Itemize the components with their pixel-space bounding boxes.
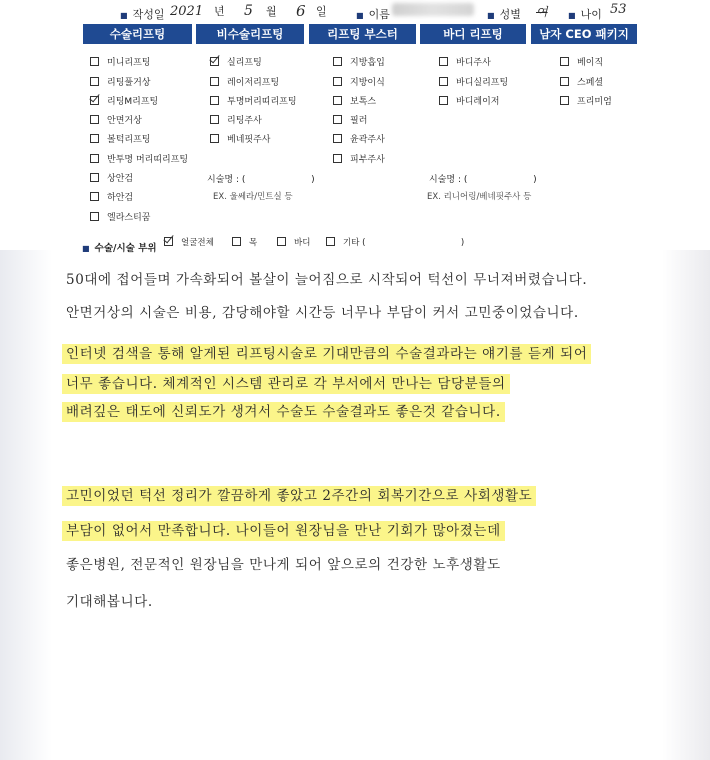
checkbox[interactable] (560, 96, 569, 105)
review-line: 50대에 접어들며 가속화되어 볼살이 늘어짐으로 시작되어 턱선이 무너져버렸습니다. (66, 272, 588, 288)
option-botox[interactable]: 보톡스 (333, 94, 376, 107)
name-label: 이름 (368, 8, 390, 21)
review-line-partial-highlight: 부담이 없어서 만족합니다. 나이들어 원장님을 만난 기회가 많아졌는데 (62, 519, 505, 539)
part-body[interactable]: 바디 (277, 236, 310, 248)
date-row (120, 3, 165, 22)
category-header-nonsurgical: 비수술리프팅 (196, 24, 304, 44)
option-basic[interactable]: 베이직 (560, 55, 603, 68)
checkbox[interactable] (232, 237, 241, 246)
review-line-highlighted: 배려깊은 태도에 신뢰도가 생겨서 수술도 수술결과도 좋은것 같습니다. (62, 400, 505, 420)
review-line: 좋은병원, 전문적인 원장님을 만나게 되어 앞으로의 건강한 노후생활도 (66, 557, 501, 573)
category-header-body: 바디 리프팅 (420, 24, 526, 44)
gender-value: 여 (536, 5, 548, 19)
option-body-injection[interactable]: 바디주사 (439, 55, 491, 68)
bullet-icon: ■ (82, 244, 90, 253)
year-label: 년 (214, 5, 225, 18)
option-mini-lifting[interactable]: 미니리프팅 (90, 55, 150, 68)
option-liposuction[interactable]: 지방흡입 (333, 55, 385, 68)
category-header-ceo: 남자 CEO 패키지 (531, 24, 637, 44)
checkbox[interactable] (210, 134, 219, 143)
checkbox[interactable] (210, 77, 219, 86)
option-full-lift[interactable]: 리팅풀거상 (90, 75, 150, 88)
date-label: 작성일 (132, 8, 165, 21)
checkbox[interactable] (333, 134, 342, 143)
review-line: 안면거상의 시술은 비용, 감당해야할 시간등 너무나 부담이 커서 고민중이었습니다. (66, 305, 579, 321)
part-neck[interactable]: 목 (232, 236, 257, 248)
age-label: 나이 (580, 8, 602, 21)
bullet-icon: ■ (568, 11, 576, 20)
checkbox[interactable] (333, 115, 342, 124)
checkbox[interactable] (560, 77, 569, 86)
review-line-highlighted: 너무 좋습니다. 체계적인 시스템 관리로 각 부서에서 만나는 담당분들의 (62, 372, 510, 392)
option-filler[interactable]: 필러 (333, 113, 367, 126)
checkbox[interactable] (333, 77, 342, 86)
checkbox[interactable] (277, 237, 286, 246)
review-line-highlighted: 인터넷 검색을 통해 알게된 리프팅시술로 기대만큼의 수술결과라는 얘기를 듣게 되어 (62, 342, 591, 362)
checkbox[interactable] (90, 173, 99, 182)
checkbox[interactable] (90, 154, 99, 163)
category-header-booster: 리프팅 부스터 (309, 24, 416, 44)
month-value: 5 (244, 3, 253, 19)
gender-label: 성별 (499, 8, 521, 21)
checkbox[interactable] (90, 134, 99, 143)
checkbox-checked[interactable] (210, 57, 219, 66)
name-row (356, 3, 390, 22)
part-face[interactable]: 얼굴전체 (164, 236, 214, 248)
checkbox[interactable] (210, 115, 219, 124)
option-facelift[interactable]: 안면거상 (90, 113, 142, 126)
procedure-hint: EX. 울쎄라/민트실 등 (213, 192, 293, 202)
checkbox[interactable] (333, 57, 342, 66)
checkbox[interactable] (90, 115, 99, 124)
option-elasticum[interactable]: 엘라스티꿈 (90, 210, 150, 223)
checkbox[interactable] (90, 192, 99, 201)
option-skin-injection[interactable]: 피부주사 (333, 152, 385, 165)
checkbox[interactable] (326, 237, 335, 246)
bullet-icon: ■ (487, 11, 495, 20)
option-special[interactable]: 스페셜 (560, 75, 603, 88)
option-cheek-jaw[interactable]: 볼턱리프팅 (90, 132, 150, 145)
bullet-icon: ■ (356, 11, 364, 20)
scan-shadow-right (662, 250, 710, 760)
review-line-highlighted: 고민이었던 턱선 정리가 깔끔하게 좋았고 2주간의 회복기간으로 사회생활도 (62, 484, 536, 504)
option-lower-eyelid[interactable]: 하안검 (90, 190, 133, 203)
review-line: 기대해봅니다. (66, 594, 153, 610)
scan-shadow-left (0, 250, 52, 760)
age-value: 53 (610, 2, 627, 17)
redacted-name (392, 3, 474, 16)
category-header-surgical: 수술리프팅 (83, 24, 192, 44)
checkbox[interactable] (90, 57, 99, 66)
age-row (568, 3, 602, 22)
option-thread-lifting[interactable]: 실리프팅 (210, 55, 262, 68)
day-value: 6 (296, 2, 306, 20)
year-value: 2021 (170, 4, 204, 19)
bullet-icon: ■ (120, 11, 128, 20)
checkbox[interactable] (90, 77, 99, 86)
procedure-name-field[interactable]: 시술명 : ( ) (207, 175, 315, 185)
checkbox[interactable] (333, 154, 342, 163)
checkbox[interactable] (439, 96, 448, 105)
option-body-laser[interactable]: 바디레이저 (439, 94, 499, 107)
option-fat-graft[interactable]: 지방이식 (333, 75, 385, 88)
option-benefit-injection[interactable]: 베네핏주사 (210, 132, 270, 145)
checkbox[interactable] (210, 96, 219, 105)
option-lifting-injection[interactable]: 리팅주사 (210, 113, 262, 126)
checkbox[interactable] (560, 57, 569, 66)
option-laser-lifting[interactable]: 레이저리프팅 (210, 75, 279, 88)
month-label: 월 (266, 5, 277, 18)
checkbox-checked[interactable] (164, 237, 173, 246)
option-clear-headband[interactable]: 투명머리띠리프팅 (210, 94, 297, 107)
option-contour-injection[interactable]: 윤곽주사 (333, 132, 385, 145)
option-upper-eyelid[interactable]: 상안검 (90, 171, 133, 184)
checkbox[interactable] (439, 77, 448, 86)
day-label: 일 (316, 5, 327, 18)
option-premium[interactable]: 프리미엄 (560, 94, 612, 107)
checkbox-checked[interactable] (90, 96, 99, 105)
gender-row (487, 3, 521, 22)
checkbox[interactable] (439, 57, 448, 66)
checkbox[interactable] (90, 212, 99, 221)
option-body-thread[interactable]: 바디실리프팅 (439, 75, 508, 88)
option-m-lifting[interactable]: 리팅M리프팅 (90, 94, 158, 107)
body-procedure-name-field[interactable]: 시술명 : ( ) (429, 175, 537, 185)
checkbox[interactable] (333, 96, 342, 105)
part-etc[interactable]: 기타 ( ) (326, 236, 464, 248)
option-headband-lifting[interactable]: 반투명 머리띠리프팅 (90, 152, 188, 165)
body-procedure-hint: EX. 리니어링/베네핏주사 등 (427, 192, 532, 202)
part-row-label: ■ 수술/시술 부위 (82, 243, 157, 254)
